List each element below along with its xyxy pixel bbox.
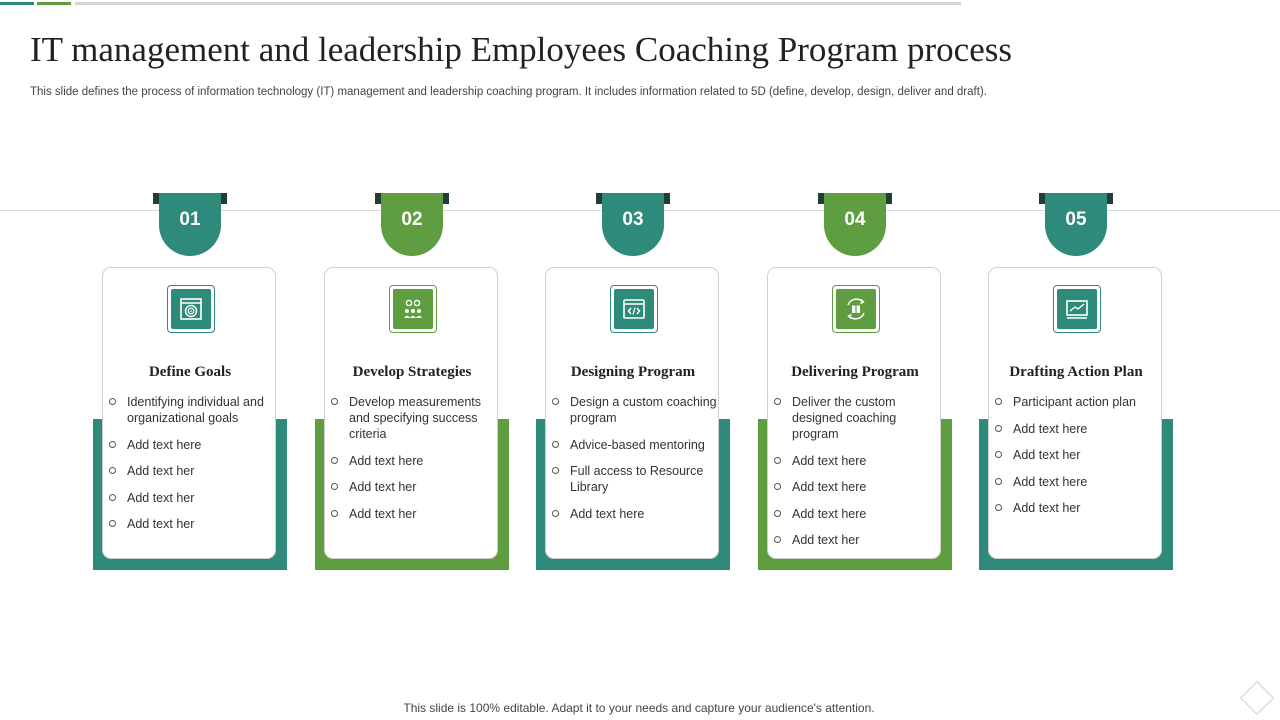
list-item: [108, 490, 274, 506]
bullet-circle-icon: [331, 510, 338, 517]
bullet-circle-icon: [995, 425, 1002, 432]
list-item: [773, 506, 939, 522]
step-icon-frame: [610, 285, 658, 333]
list-item: [994, 394, 1160, 410]
footer-note: This slide is 100% editable. Adapt it to your needs and capture your audience's attention.: [403, 701, 875, 715]
list-item: [330, 394, 496, 442]
bullet-text: Add text here: [570, 506, 645, 521]
team-strategy-icon: [393, 289, 433, 329]
step-card-5: [988, 193, 1188, 573]
list-item: [551, 437, 717, 453]
step-number-badge: 01: [159, 193, 221, 256]
bullet-text: Design a custom coaching program: [570, 395, 717, 425]
list-item: [108, 437, 274, 453]
bullet-text: Add text here: [1013, 421, 1088, 436]
list-item: [773, 394, 939, 442]
step-card-3: [545, 193, 745, 573]
bullet-circle-icon: [109, 520, 116, 527]
bullet-circle-icon: [774, 536, 781, 543]
list-item: [330, 479, 496, 495]
bullet-text: Add text her: [127, 517, 195, 531]
step-card-4: [767, 193, 967, 573]
bullet-circle-icon: [995, 504, 1002, 511]
step-icon-frame: [167, 285, 215, 333]
accent-bar-green: [37, 2, 71, 5]
whiteboard-plan-icon: [1057, 289, 1097, 329]
step-title: Drafting Action Plan: [1009, 364, 1143, 380]
step-number-badge: 02: [381, 193, 443, 256]
list-item: [330, 506, 496, 522]
list-item: [330, 453, 496, 469]
step-icon-frame: [1053, 285, 1101, 333]
bullet-circle-icon: [774, 483, 781, 490]
page-title: IT management and leadership Employees Coaching Program process: [30, 30, 1012, 69]
bullet-text: Full access to Resource Library: [570, 464, 704, 494]
bullet-circle-icon: [774, 457, 781, 464]
bullet-text: Add text her: [127, 490, 195, 505]
bullet-circle-icon: [109, 494, 116, 501]
bullet-text: Add text here: [1013, 474, 1088, 489]
bullet-circle-icon: [331, 457, 338, 464]
step-card-1: [102, 193, 302, 573]
bullet-circle-icon: [109, 398, 116, 405]
bullet-circle-icon: [109, 441, 116, 448]
bullet-circle-icon: [552, 467, 559, 474]
list-item: [773, 479, 939, 495]
list-item: [994, 474, 1160, 490]
list-item: [108, 516, 274, 532]
bullet-text: Deliver the custom designed coaching program: [792, 395, 897, 441]
accent-bar-gray: [75, 2, 961, 5]
bullet-text: Add text her: [127, 464, 195, 478]
code-window-icon: [614, 289, 654, 329]
bullet-circle-icon: [331, 398, 338, 405]
bullet-text: Add text her: [349, 480, 417, 494]
list-item: [994, 500, 1160, 516]
bullet-circle-icon: [552, 510, 559, 517]
step-icon-frame: [832, 285, 880, 333]
step-icon-frame: [389, 285, 437, 333]
bullet-text: Add text her: [792, 533, 860, 547]
bullet-text: Add text here: [792, 480, 867, 494]
bullet-list: [330, 394, 496, 532]
list-item: [108, 463, 274, 479]
target-icon: [171, 289, 211, 329]
bullet-list: [551, 394, 717, 532]
bullet-text: Add text her: [1013, 448, 1081, 462]
list-item: [551, 506, 717, 522]
step-card-2: [324, 193, 524, 573]
bullet-text: Add text here: [792, 506, 867, 521]
accent-bar-teal: [0, 2, 34, 5]
step-title: Develop Strategies: [352, 364, 472, 380]
step-title: Designing Program: [570, 364, 696, 380]
bullet-list: [773, 394, 939, 559]
bullet-text: Add text her: [1013, 501, 1081, 515]
bullet-circle-icon: [552, 398, 559, 405]
bullet-list: [108, 394, 274, 543]
step-number-badge: 04: [824, 193, 886, 256]
bullet-circle-icon: [552, 441, 559, 448]
bullet-circle-icon: [774, 398, 781, 405]
bullet-text: Add text here: [792, 453, 867, 468]
step-title: Define Goals: [148, 364, 232, 380]
list-item: [773, 453, 939, 469]
bullet-text: Advice-based mentoring: [570, 437, 705, 452]
bullet-circle-icon: [995, 398, 1002, 405]
delivery-box-icon: [836, 289, 876, 329]
bullet-text: Develop measurements and specifying success criteria: [349, 395, 482, 441]
step-title: Delivering Program: [791, 364, 919, 380]
list-item: [773, 532, 939, 548]
list-item: [994, 421, 1160, 437]
bullet-text: Identifying individual and organizational goals: [127, 395, 264, 425]
bullet-circle-icon: [995, 478, 1002, 485]
bullet-circle-icon: [331, 483, 338, 490]
list-item: [551, 463, 717, 495]
bullet-list: [994, 394, 1160, 527]
bullet-text: Add text here: [127, 437, 202, 452]
bullet-text: Add text her: [349, 506, 417, 521]
bullet-circle-icon: [774, 510, 781, 517]
bullet-text: Participant action plan: [1013, 395, 1136, 409]
bullet-circle-icon: [995, 451, 1002, 458]
page-subtitle: This slide defines the process of information technology (IT) management and leadership coaching program. It includes information related to 5D (define, develop, design, deliver and draft).: [30, 86, 987, 98]
step-number-badge: 05: [1045, 193, 1107, 256]
step-number-badge: 03: [602, 193, 664, 256]
bullet-circle-icon: [109, 467, 116, 474]
list-item: [551, 394, 717, 426]
bullet-text: Add text here: [349, 453, 424, 468]
list-item: [994, 447, 1160, 463]
list-item: [108, 394, 274, 426]
